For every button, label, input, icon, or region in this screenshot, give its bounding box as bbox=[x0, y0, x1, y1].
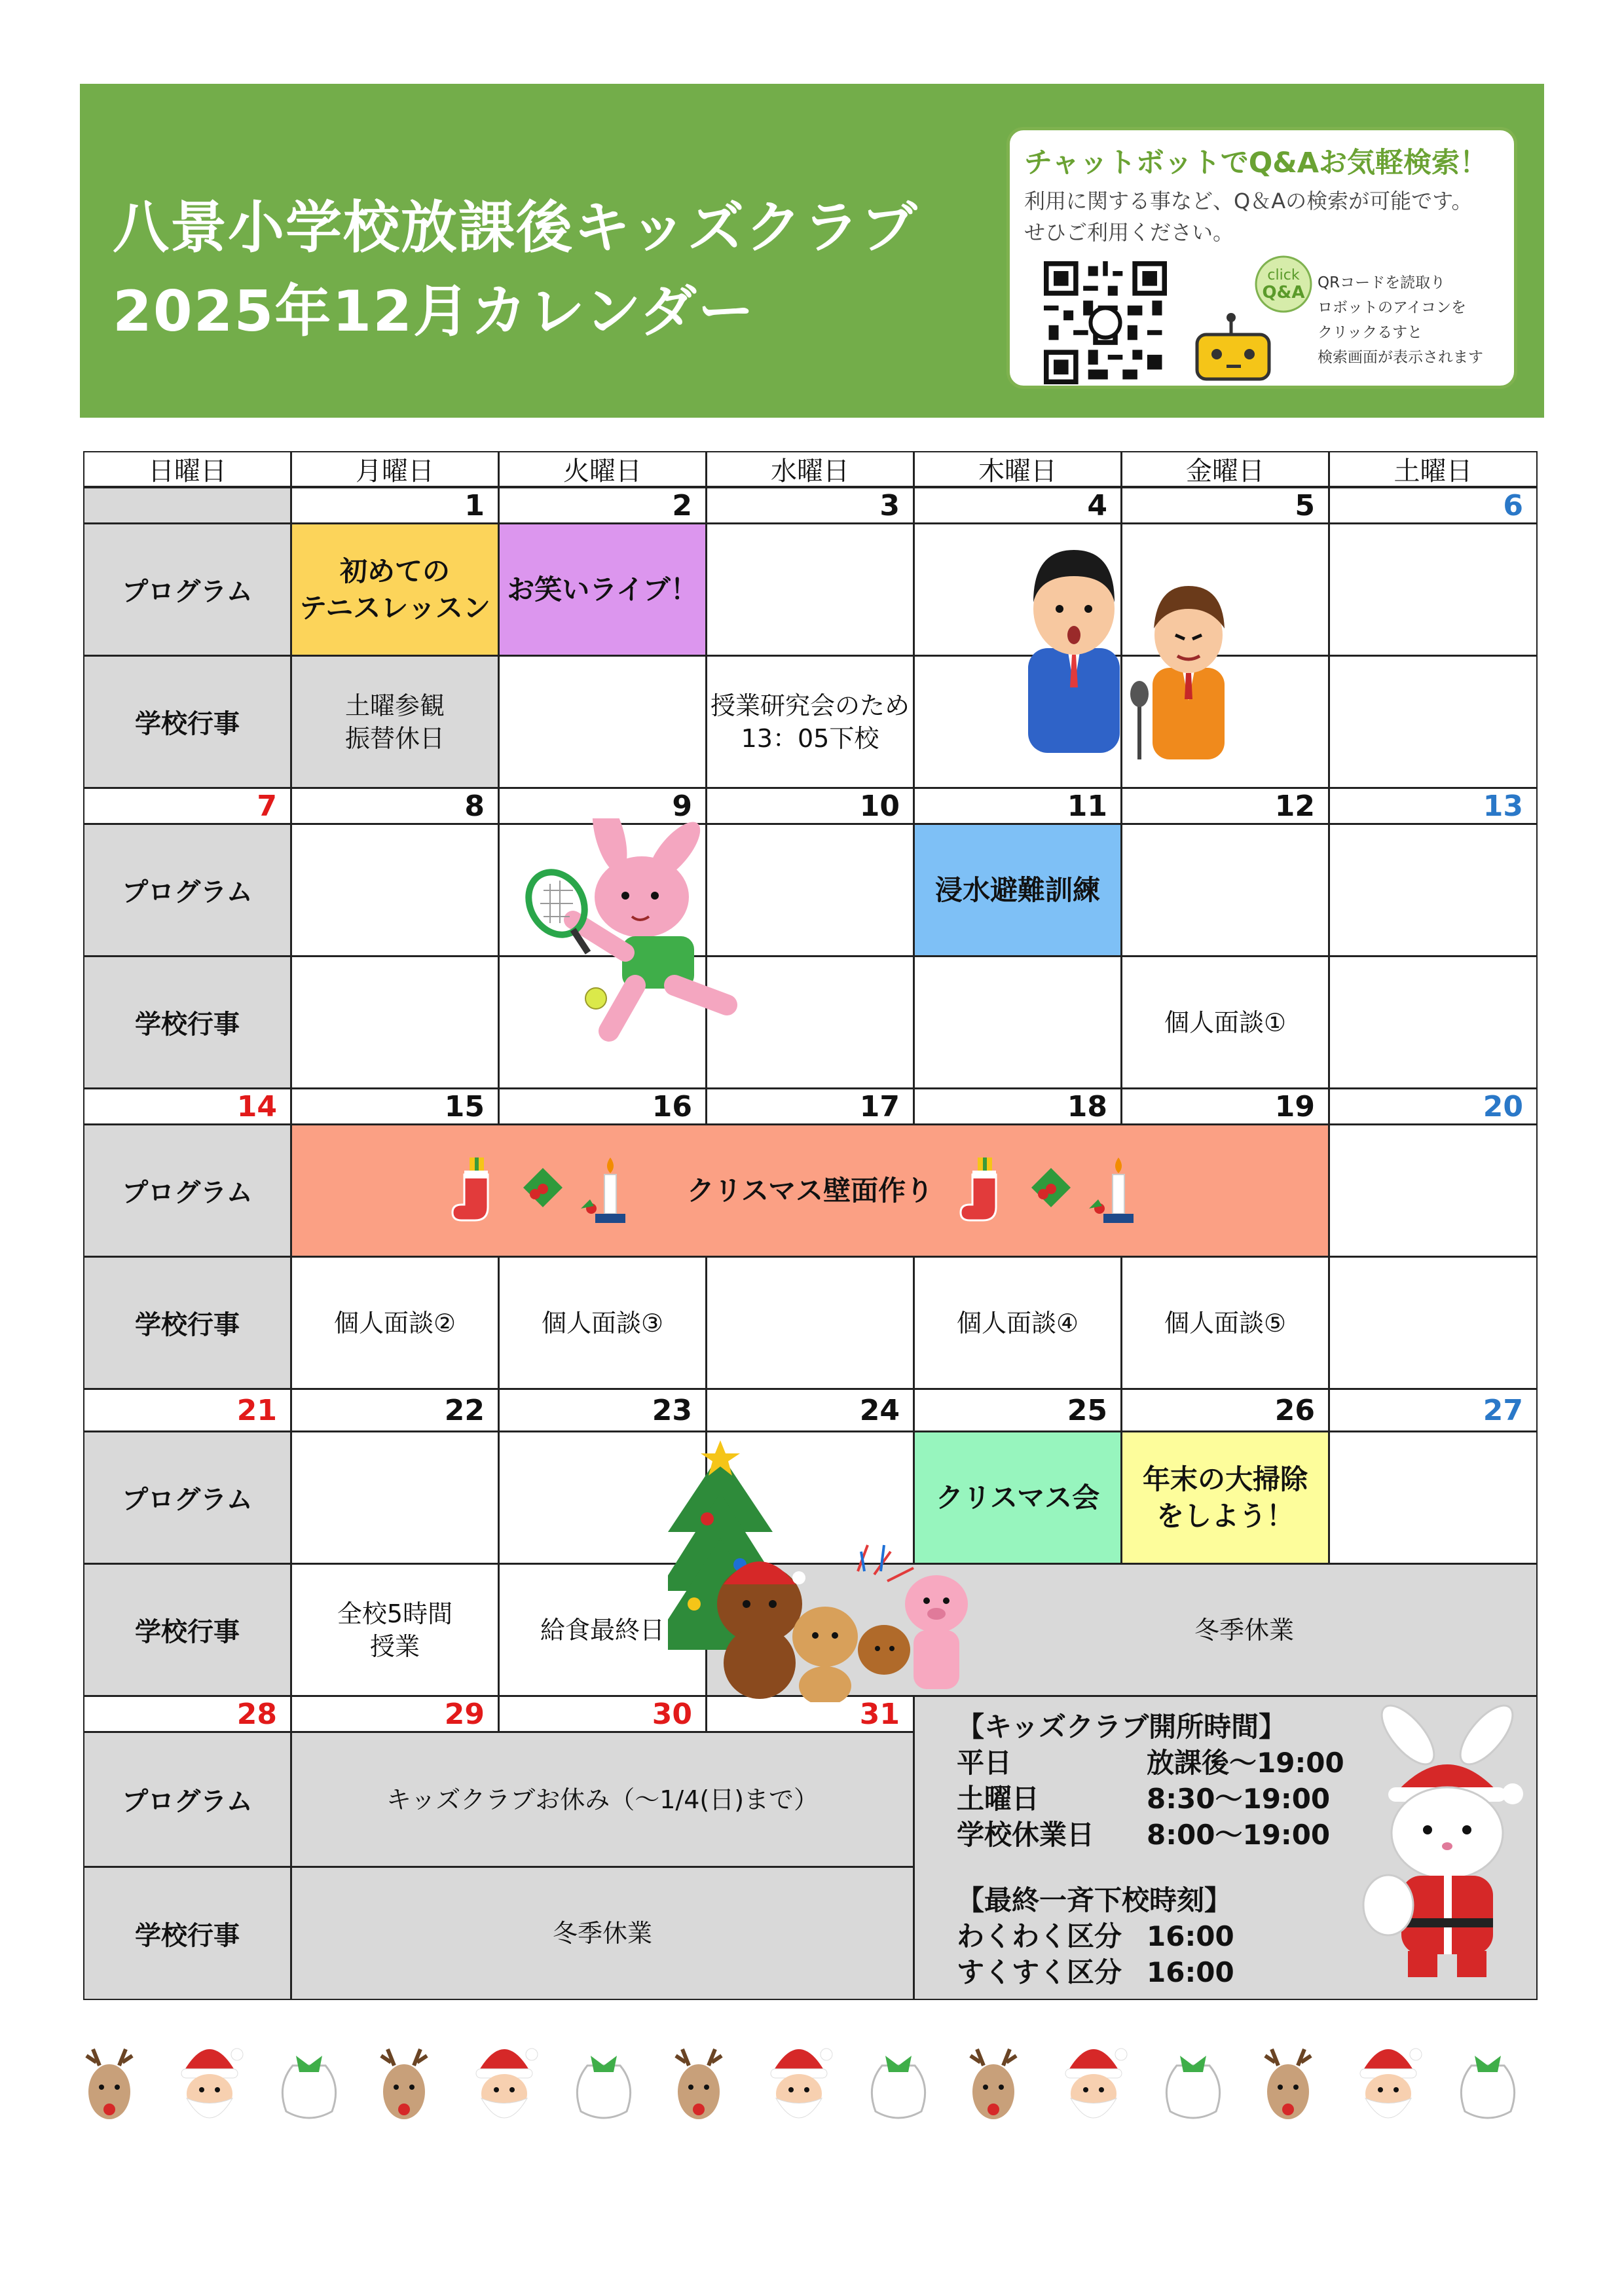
school-event-winter-break: 冬季休業 bbox=[706, 1563, 1538, 1696]
row-label-program: プログラム bbox=[83, 1431, 291, 1564]
weekday-sat: 土曜日 bbox=[1329, 451, 1538, 487]
school-event-five-periods: 全校5時間 授業 bbox=[291, 1563, 499, 1696]
day-number: 8 bbox=[291, 788, 499, 824]
weekday-fri: 金曜日 bbox=[1121, 451, 1329, 487]
day-number: 3 bbox=[706, 487, 914, 524]
day-number: 22 bbox=[291, 1389, 499, 1432]
christmas-ornaments-icon bbox=[953, 1148, 1175, 1233]
school-event-substitute-holiday: 土曜参観 振替休日 bbox=[291, 655, 499, 788]
event-year-end-cleanup: 年末の大掃除 をしよう！ bbox=[1121, 1431, 1329, 1564]
chatbot-hint-line1: QRコードを読取り bbox=[1318, 274, 1446, 291]
chatbot-hint-line3: クリックるすと bbox=[1318, 324, 1423, 341]
weekday-wed: 水曜日 bbox=[706, 451, 914, 487]
empty-cell bbox=[706, 523, 914, 656]
school-event-interview-5: 個人面談⑤ bbox=[1121, 1256, 1329, 1389]
page-title: 八景小学校放課後キッズクラブ bbox=[113, 195, 919, 261]
christmas-ornaments-icon bbox=[445, 1148, 667, 1233]
day-number: 20 bbox=[1329, 1088, 1538, 1125]
day-number: 5 bbox=[1121, 487, 1329, 524]
day-number: 29 bbox=[291, 1696, 499, 1732]
row-label-program: プログラム bbox=[83, 1732, 291, 1867]
school-event-interview-3: 個人面談③ bbox=[498, 1256, 707, 1389]
chatbot-panel[interactable] bbox=[1006, 127, 1517, 389]
day-number: 27 bbox=[1329, 1389, 1538, 1432]
event-tennis-lesson: 初めての テニスレッスン bbox=[291, 523, 499, 656]
empty-cell bbox=[1121, 824, 1329, 957]
row-label-school: 学校行事 bbox=[83, 1256, 291, 1389]
empty-cell bbox=[498, 655, 707, 788]
day-number: 19 bbox=[1121, 1088, 1329, 1125]
day-number: 23 bbox=[498, 1389, 707, 1432]
chatbot-title: チャットボットでQ&Aお気軽検索！ bbox=[1024, 147, 1488, 179]
day-number: 31 bbox=[706, 1696, 914, 1732]
hours-saturday-time: 8:30～19:00 bbox=[1147, 1783, 1331, 1815]
weekday-tue: 火曜日 bbox=[498, 451, 707, 487]
empty-cell bbox=[291, 1431, 499, 1564]
day-number: 14 bbox=[83, 1088, 291, 1125]
day-number: 12 bbox=[1121, 788, 1329, 824]
row-label-school: 学校行事 bbox=[83, 1867, 291, 2000]
school-event-interview-4: 個人面談④ bbox=[913, 1256, 1122, 1389]
day-number: 25 bbox=[913, 1389, 1122, 1432]
click-badge-text: click bbox=[1267, 267, 1300, 283]
hours-weekday-time: 放課後～19:00 bbox=[1147, 1747, 1344, 1779]
day-number: 21 bbox=[83, 1389, 291, 1432]
day-number-blank bbox=[83, 487, 291, 524]
tennis-rabbit-illustration-icon bbox=[524, 818, 747, 1048]
row-label-program: プログラム bbox=[83, 1124, 291, 1257]
day-number: 6 bbox=[1329, 487, 1538, 524]
empty-cell bbox=[706, 1256, 914, 1389]
school-event-last-lunch: 給食最終日 bbox=[498, 1563, 707, 1696]
school-event-winter-break: 冬季休業 bbox=[291, 1867, 914, 2000]
day-number: 2 bbox=[498, 487, 707, 524]
svg-text:Q&A: Q&A bbox=[1262, 283, 1305, 302]
day-number: 28 bbox=[83, 1696, 291, 1732]
empty-cell bbox=[291, 824, 499, 957]
day-number: 18 bbox=[913, 1088, 1122, 1125]
event-christmas-wall-art bbox=[291, 1124, 1329, 1257]
event-flood-drill: 浸水避難訓練 bbox=[913, 824, 1122, 957]
day-number: 30 bbox=[498, 1696, 707, 1732]
empty-cell bbox=[1329, 1431, 1538, 1564]
empty-cell bbox=[913, 956, 1122, 1089]
page-subtitle: 2025年12月カレンダー bbox=[113, 279, 756, 344]
row-label-program: プログラム bbox=[83, 523, 291, 656]
chatbot-desc-line2: せひご利用ください。 bbox=[1024, 220, 1234, 245]
christmas-wall-art-label: クリスマス壁面作り bbox=[686, 1174, 934, 1207]
christmas-animals-illustration-icon bbox=[668, 1440, 969, 1702]
dismissal-group2-time: 16:00 bbox=[1147, 1956, 1234, 1988]
row-label-school: 学校行事 bbox=[83, 655, 291, 788]
empty-cell bbox=[1329, 956, 1538, 1089]
school-event-interview-2: 個人面談② bbox=[291, 1256, 499, 1389]
chatbot-hint-line4: 検索画面が表示されます bbox=[1318, 349, 1483, 366]
dismissal-group1-label: わくわく区分 bbox=[957, 1920, 1122, 1952]
last-dismissal-title: 【最終一斉下校時刻】 bbox=[957, 1884, 1232, 1916]
day-number: 26 bbox=[1121, 1389, 1329, 1432]
day-number: 15 bbox=[291, 1088, 499, 1125]
event-christmas-party: クリスマス会 bbox=[913, 1431, 1122, 1564]
dismissal-group2-label: すくすく区分 bbox=[957, 1956, 1122, 1988]
empty-cell bbox=[1329, 1256, 1538, 1389]
day-number: 7 bbox=[83, 788, 291, 824]
day-number: 9 bbox=[498, 788, 707, 824]
day-number: 24 bbox=[706, 1389, 914, 1432]
qr-code-icon[interactable] bbox=[1044, 261, 1167, 384]
day-number: 10 bbox=[706, 788, 914, 824]
header-banner bbox=[80, 84, 1544, 418]
weekday-sun: 日曜日 bbox=[83, 451, 291, 487]
hours-holiday-label: 学校休業日 bbox=[957, 1819, 1095, 1851]
day-number: 13 bbox=[1329, 788, 1538, 824]
empty-cell bbox=[1329, 824, 1538, 957]
day-number: 1 bbox=[291, 487, 499, 524]
row-label-school: 学校行事 bbox=[83, 1563, 291, 1696]
row-label-program: プログラム bbox=[83, 824, 291, 957]
school-event-interview-1: 個人面談① bbox=[1121, 956, 1329, 1089]
calendar-grid bbox=[84, 452, 1538, 2001]
empty-cell bbox=[1329, 655, 1538, 788]
weekday-mon: 月曜日 bbox=[291, 451, 499, 487]
hours-weekday-label: 平日 bbox=[957, 1747, 1012, 1779]
day-number: 17 bbox=[706, 1088, 914, 1125]
chatbot-hint-line2: ロボットのアイコンを bbox=[1318, 299, 1467, 316]
santa-rabbit-illustration-icon bbox=[1362, 1696, 1532, 1984]
day-number: 4 bbox=[913, 487, 1122, 524]
comedians-illustration-icon bbox=[1008, 537, 1231, 766]
day-number: 16 bbox=[498, 1088, 707, 1125]
event-comedy-live: お笑いライブ！ bbox=[498, 523, 707, 656]
chatbot-desc-line1: 利用に関する事など、Q＆Aの検索が可能です。 bbox=[1024, 189, 1473, 213]
event-club-closed: キッズクラブお休み（～1/4(日)まで） bbox=[291, 1732, 914, 1867]
row-label-school: 学校行事 bbox=[83, 956, 291, 1089]
robot-icon[interactable] bbox=[1185, 248, 1316, 386]
weekday-thu: 木曜日 bbox=[913, 451, 1122, 487]
footer-decoration-icon bbox=[80, 2030, 1547, 2134]
school-event-early-dismissal: 授業研究会のため 13：05下校 bbox=[706, 655, 914, 788]
hours-holiday-time: 8:00～19:00 bbox=[1147, 1819, 1331, 1851]
empty-cell bbox=[1329, 523, 1538, 656]
hours-saturday-label: 土曜日 bbox=[957, 1783, 1040, 1815]
day-number: 11 bbox=[913, 788, 1122, 824]
hours-title: 【キッズクラブ開所時間】 bbox=[957, 1711, 1287, 1743]
chatbot-description bbox=[1024, 185, 1473, 248]
empty-cell bbox=[1329, 1124, 1538, 1257]
dismissal-group1-time: 16:00 bbox=[1147, 1920, 1234, 1952]
chatbot-hint bbox=[1318, 270, 1483, 370]
empty-cell bbox=[291, 956, 499, 1089]
